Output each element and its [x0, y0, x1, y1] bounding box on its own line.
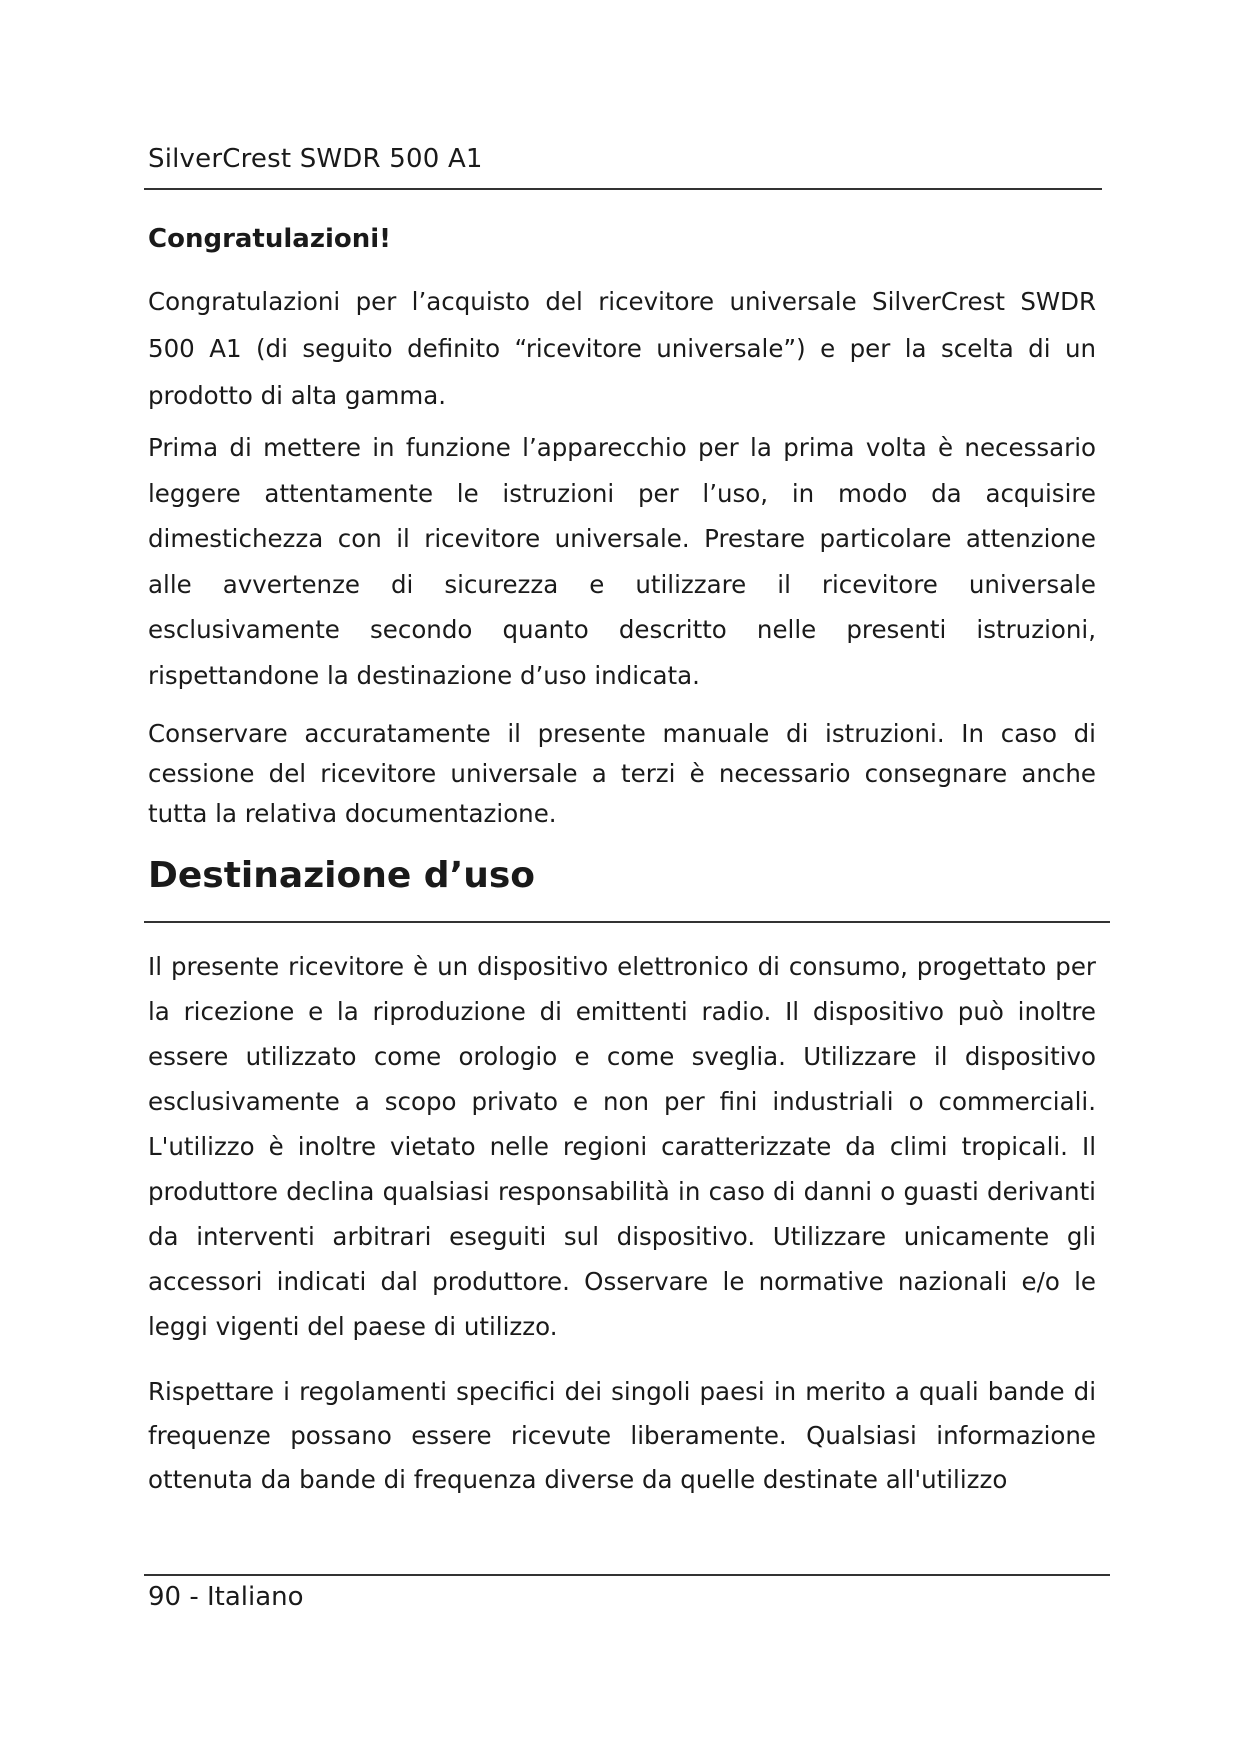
intro-heading: Congratulazioni! [148, 224, 392, 254]
intro-paragraph-2: Prima di mettere in funzione l’apparecchio per la prima volta è necessario leggere attentamente le istruzioni per l’uso, in modo da acquisire dimestichezza con il ricevitore universale. Prestare particolare attenzione alle avvertenze di sicurezza e utilizzare il ricevitore universale esclusivamente secondo quanto descritto nelle presenti istruzioni, rispettandone la destinazione d’uso indicata. [148, 433, 1096, 690]
section-divider [144, 921, 1110, 923]
footer-divider [144, 1574, 1110, 1576]
header-divider [144, 188, 1102, 190]
intro-paragraph-3: Conservare accuratamente il presente manuale di istruzioni. In caso di cessione del ricevitore universale a terzi è necessario consegnare anche tutta la relativa documentazione. [148, 719, 1096, 828]
page-header-title: SilverCrest SWDR 500 A1 [148, 144, 483, 174]
page-number: 90 - Italiano [148, 1582, 304, 1612]
section-title: Destinazione d’uso [148, 855, 536, 896]
section-paragraph-1: Il presente ricevitore è un dispositivo elettronico di consumo, progettato per la ricezione e la riproduzione di emittenti radio. Il dispositivo può inoltre essere utilizzato come orologio e come sveglia. Utilizzare il dispositivo esclusivamente a scopo privato e non per fini industriali o commerciali. L'utilizzo è inoltre vietato nelle regioni caratterizzate da climi tropicali. Il produttore declina qualsiasi responsabilità in caso di danni o guasti derivanti da interventi arbitrari eseguiti sul dispositivo. Utilizzare unicamente gli accessori indicati dal produttore. Osservare le normative nazionali e/o le leggi vigenti del paese di utilizzo. [148, 952, 1096, 1341]
intro-paragraph-1: Congratulazioni per l’acquisto del ricevitore universale SilverCrest SWDR 500 A1 (di seguito definito “ricevitore universale”) e per la scelta di un prodotto di alta gamma. [148, 287, 1096, 410]
section-paragraph-2: Rispettare i regolamenti specifici dei singoli paesi in merito a quali bande di frequenze possano essere ricevute liberamente. Qualsiasi informazione ottenuta da bande di frequenza diverse da quelle destinate all'utilizzo [148, 1377, 1096, 1494]
